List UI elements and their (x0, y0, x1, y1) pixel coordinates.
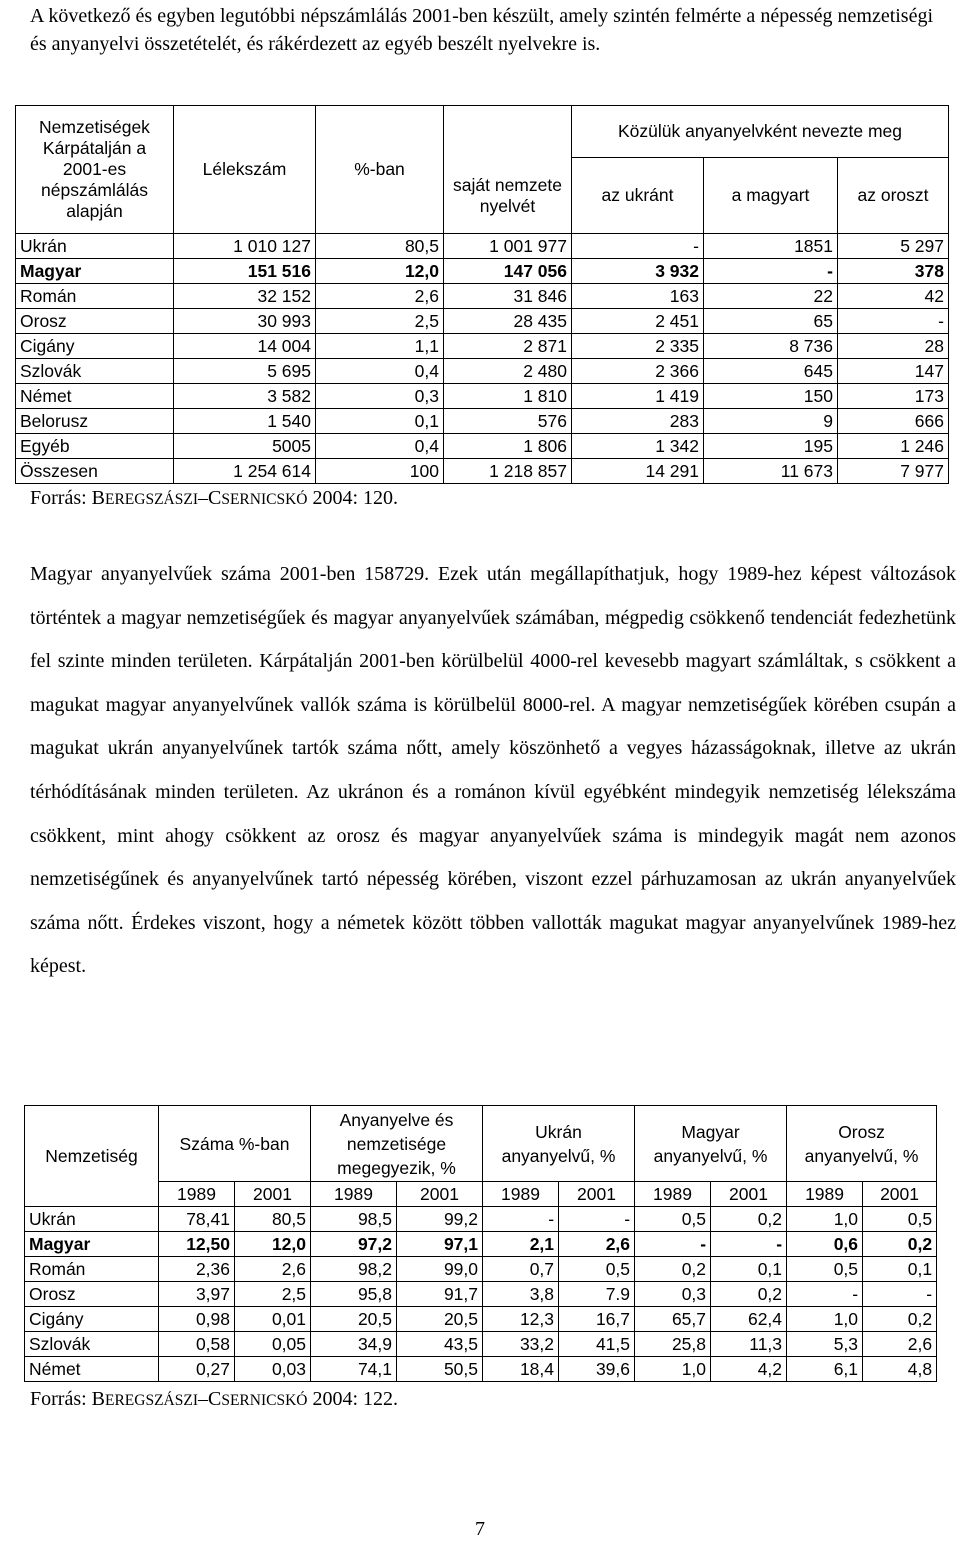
table-cell: 30 993 (174, 309, 316, 334)
year-header: 2001 (559, 1182, 635, 1207)
table-cell: 14 291 (572, 459, 704, 484)
year-header: 1989 (483, 1182, 559, 1207)
table-cell: 0,2 (635, 1257, 711, 1282)
table-cell: 0,05 (235, 1332, 311, 1357)
table-cell: 8 736 (704, 334, 838, 359)
table-cell: 0,2 (711, 1207, 787, 1232)
table-row (16, 459, 949, 484)
table-cell: 20,5 (311, 1307, 397, 1332)
table-cell: 666 (838, 409, 949, 434)
table-cell: 99,0 (397, 1257, 483, 1282)
table-cell: 0,27 (159, 1357, 235, 1382)
table-cell: 22 (704, 284, 838, 309)
table-cell: 2,5 (235, 1282, 311, 1307)
table-cell: 3,97 (159, 1282, 235, 1307)
table-cell: - (635, 1232, 711, 1257)
table-cell: 2 451 (572, 309, 704, 334)
table-cell: 1,0 (787, 1207, 863, 1232)
row-label: Román (25, 1257, 159, 1282)
table-cell: 50,5 (397, 1357, 483, 1382)
table-cell: 28 (838, 334, 949, 359)
table-cell: - (711, 1232, 787, 1257)
year-header: 1989 (159, 1182, 235, 1207)
table-cell: 0,6 (787, 1232, 863, 1257)
table-cell: 2,6 (863, 1332, 937, 1357)
table-cell: 0,5 (635, 1207, 711, 1232)
year-header: 2001 (863, 1182, 937, 1207)
table-cell: 12,3 (483, 1307, 559, 1332)
table-cell: 2,6 (559, 1232, 635, 1257)
table-cell: 0,3 (635, 1282, 711, 1307)
table-cell: 5 297 (838, 234, 949, 259)
table-cell: 1 246 (838, 434, 949, 459)
table-cell: 74,1 (311, 1357, 397, 1382)
table-cell: 5,3 (787, 1332, 863, 1357)
t2-header-match: Anyanyelve és nemzetisége megegyezik, % (311, 1106, 483, 1182)
table-cell: 91,7 (397, 1282, 483, 1307)
table-row (25, 1357, 937, 1382)
row-label: Orosz (16, 309, 174, 334)
table-row (25, 1307, 937, 1332)
header-group: Közülük anyanyelvként nevezte meg (572, 106, 949, 158)
table-row (16, 259, 949, 284)
table-cell: 0,2 (863, 1232, 937, 1257)
year-header: 1989 (311, 1182, 397, 1207)
table-cell: 283 (572, 409, 704, 434)
table-cell: 31 846 (444, 284, 572, 309)
table-cell: 1 806 (444, 434, 572, 459)
year-header: 2001 (397, 1182, 483, 1207)
table-cell: 18,4 (483, 1357, 559, 1382)
year-header: 1989 (787, 1182, 863, 1207)
table-row (16, 284, 949, 309)
table-cell: 1 001 977 (444, 234, 572, 259)
table-cell: 2 366 (572, 359, 704, 384)
table-cell: 41,5 (559, 1332, 635, 1357)
table-cell: 97,2 (311, 1232, 397, 1257)
table-cell: 3,8 (483, 1282, 559, 1307)
table-cell: 0,4 (316, 359, 444, 384)
table-cell: 0,1 (863, 1257, 937, 1282)
table-cell: 1,0 (787, 1307, 863, 1332)
row-label: Német (16, 384, 174, 409)
nationality-language-table (24, 1105, 937, 1382)
table-cell: - (483, 1207, 559, 1232)
table-cell: 150 (704, 384, 838, 409)
row-label: Belorusz (16, 409, 174, 434)
table-cell: 195 (704, 434, 838, 459)
page-number: 7 (475, 1518, 485, 1540)
table-cell: 1 010 127 (174, 234, 316, 259)
year-header: 1989 (635, 1182, 711, 1207)
table-cell: 28 435 (444, 309, 572, 334)
table-cell: 97,1 (397, 1232, 483, 1257)
table-cell: 78,41 (159, 1207, 235, 1232)
row-label: Cigány (25, 1307, 159, 1332)
t2-header-count: Száma %-ban (159, 1106, 311, 1182)
t2-header-russian: Orosz anyanyelvű, % (787, 1106, 937, 1182)
t2-header-ukrainian: Ukrán anyanyelvű, % (483, 1106, 635, 1182)
table-cell: 0,5 (863, 1207, 937, 1232)
year-header-row (25, 1182, 937, 1207)
table-cell: 2 480 (444, 359, 572, 384)
table-cell: 1 419 (572, 384, 704, 409)
row-label: Ukrán (16, 234, 174, 259)
table1-source: Forrás: BEREGSZÁSZI–CSERNICSKÓ 2004: 120. (30, 487, 399, 509)
table-cell: 65,7 (635, 1307, 711, 1332)
header-russian: az oroszt (838, 158, 949, 234)
table-cell: 2,5 (316, 309, 444, 334)
table-cell: 25,8 (635, 1332, 711, 1357)
table-cell: 645 (704, 359, 838, 384)
table-cell: 95,8 (311, 1282, 397, 1307)
table-cell: 576 (444, 409, 572, 434)
table-cell: 2 335 (572, 334, 704, 359)
table-cell: 9 (704, 409, 838, 434)
year-header: 2001 (711, 1182, 787, 1207)
row-label: Cigány (16, 334, 174, 359)
table-cell: 33,2 (483, 1332, 559, 1357)
table-cell: 0,1 (711, 1257, 787, 1282)
t2-header-hungarian: Magyar anyanyelvű, % (635, 1106, 787, 1182)
intro-paragraph: A következő és egyben legutóbbi népszámlálás 2001-ben készült, amely szintén felmérte a népesség nemzetiségi és anyanyelvi összetételét, és rákérdezett az egyéb beszélt nyelvekre is. (30, 5, 934, 55)
table-row (16, 359, 949, 384)
table-cell: 62,4 (711, 1307, 787, 1332)
table-cell: 5 695 (174, 359, 316, 384)
table-row (25, 1207, 937, 1232)
table-cell: 151 516 (174, 259, 316, 284)
table-cell: 2,6 (235, 1257, 311, 1282)
table-cell: 12,50 (159, 1232, 235, 1257)
table-cell: 80,5 (235, 1207, 311, 1232)
table-cell: - (572, 234, 704, 259)
table-cell: - (787, 1282, 863, 1307)
table-row (16, 334, 949, 359)
table-row (25, 1282, 937, 1307)
table-cell: 1 254 614 (174, 459, 316, 484)
table-cell: 0,2 (711, 1282, 787, 1307)
table-cell: 4,8 (863, 1357, 937, 1382)
table-cell: 80,5 (316, 234, 444, 259)
table-cell: - (863, 1282, 937, 1307)
table-cell: 5005 (174, 434, 316, 459)
table-cell: 0,98 (159, 1307, 235, 1332)
table-cell: 7.9 (559, 1282, 635, 1307)
row-label: Magyar (25, 1232, 159, 1257)
row-label: Orosz (25, 1282, 159, 1307)
table-cell: 14 004 (174, 334, 316, 359)
row-label: Román (16, 284, 174, 309)
table-cell: 0,03 (235, 1357, 311, 1382)
table-cell: 147 (838, 359, 949, 384)
table-cell: 0,4 (316, 434, 444, 459)
table-cell: 32 152 (174, 284, 316, 309)
row-label: Szlovák (16, 359, 174, 384)
table-cell: 39,6 (559, 1357, 635, 1382)
table-cell: 98,5 (311, 1207, 397, 1232)
table-cell: 1 342 (572, 434, 704, 459)
table-cell: 0,7 (483, 1257, 559, 1282)
table-cell: 7 977 (838, 459, 949, 484)
header-own-language: saját nemzete nyelvét (444, 106, 572, 234)
row-label: Összesen (16, 459, 174, 484)
table-cell: 42 (838, 284, 949, 309)
table-cell: - (559, 1207, 635, 1232)
table-cell: 4,2 (711, 1357, 787, 1382)
header-percent: %-ban (316, 106, 444, 234)
table-cell: 2,6 (316, 284, 444, 309)
table-cell: 1,0 (635, 1357, 711, 1382)
table-cell: 2,36 (159, 1257, 235, 1282)
table-cell: 0,3 (316, 384, 444, 409)
table-cell: 2,1 (483, 1232, 559, 1257)
row-label: Ukrán (25, 1207, 159, 1232)
table-cell: 11 673 (704, 459, 838, 484)
table-cell: 173 (838, 384, 949, 409)
row-label: Német (25, 1357, 159, 1382)
year-header: 2001 (235, 1182, 311, 1207)
table-row (25, 1257, 937, 1282)
table-row (25, 1332, 937, 1357)
table-cell: 1,1 (316, 334, 444, 359)
table-cell: 65 (704, 309, 838, 334)
row-label: Szlovák (25, 1332, 159, 1357)
table-cell: 99,2 (397, 1207, 483, 1232)
table-cell: 0,1 (316, 409, 444, 434)
table-cell: 12,0 (316, 259, 444, 284)
t2-header-nationality: Nemzetiség (25, 1106, 159, 1207)
table-cell: 43,5 (397, 1332, 483, 1357)
table-row (16, 384, 949, 409)
table-cell: 0,58 (159, 1332, 235, 1357)
table-cell: 6,1 (787, 1357, 863, 1382)
table-cell: 0,5 (559, 1257, 635, 1282)
table-cell: 3 582 (174, 384, 316, 409)
table-cell: 0,5 (787, 1257, 863, 1282)
table-cell: - (704, 259, 838, 284)
table-row (16, 409, 949, 434)
table-cell: 16,7 (559, 1307, 635, 1332)
header-population: Lélekszám (174, 106, 316, 234)
table-cell: 34,9 (311, 1332, 397, 1357)
table-cell: 163 (572, 284, 704, 309)
table-cell: - (838, 309, 949, 334)
table-cell: 98,2 (311, 1257, 397, 1282)
table-cell: 11,3 (711, 1332, 787, 1357)
row-label: Egyéb (16, 434, 174, 459)
table-cell: 0,2 (863, 1307, 937, 1332)
table-cell: 20,5 (397, 1307, 483, 1332)
table-cell: 378 (838, 259, 949, 284)
row-label: Magyar (16, 259, 174, 284)
table-row (16, 309, 949, 334)
table-cell: 100 (316, 459, 444, 484)
table2-source: Forrás: BEREGSZÁSZI–CSERNICSKÓ 2004: 122. (30, 1388, 399, 1410)
table-row (25, 1232, 937, 1257)
header-hungarian: a magyart (704, 158, 838, 234)
table-cell: 2 871 (444, 334, 572, 359)
header-nationality: Nemzetiségek Kárpátalján a 2001-es népszámlálás alapján (16, 106, 174, 234)
table-cell: 1 218 857 (444, 459, 572, 484)
table-cell: 0,01 (235, 1307, 311, 1332)
table-row (16, 234, 949, 259)
header-ukrainian: az ukránt (572, 158, 704, 234)
table-cell: 1 810 (444, 384, 572, 409)
body-paragraph: Magyar anyanyelvűek száma 2001-ben 158729. Ezek után megállapíthatjuk, hogy 1989-hez képest változások történtek a magyar nemzetiségűek és magyar anyanyelvűek számában, mégpedig csökkenő tendenciát fedezhetünk fel szinte minden területen. Kárpátalján 2001-ben körülbelül 4000-rel kevesebb magyart számláltak, s csökkent a magukat magyar anyanyelvűnek vallók száma is körülbelül 8000-rel. A magyar nemzetiségűek körében csupán a magukat ukrán anyanyelvűnek tartók száma nőtt, amely köszönhető a vegyes házasságoknak, illetve az ukrán térhódításának minden területen. Az ukránon és a románon kívül egyébként mindegyik nemzetiség lélekszáma csökkent, mint ahogy csökkent az orosz és magyar anyanyelvűek száma is mindegyik magát nem azonos nemzetiségűnek és anyanyelvűnek tartó népesség körében, viszont ezzel párhuzamosan az ukrán anyanyelvűek száma nőtt. Érdekes viszont, hogy a németek között többen vallották magukat magyar anyanyelvűnek 1989-hez képest. (30, 563, 956, 978)
table-row (16, 434, 949, 459)
table-cell: 3 932 (572, 259, 704, 284)
table-cell: 12,0 (235, 1232, 311, 1257)
census-2001-table (15, 105, 949, 484)
table-cell: 1 540 (174, 409, 316, 434)
table-cell: 147 056 (444, 259, 572, 284)
table-cell: 1851 (704, 234, 838, 259)
